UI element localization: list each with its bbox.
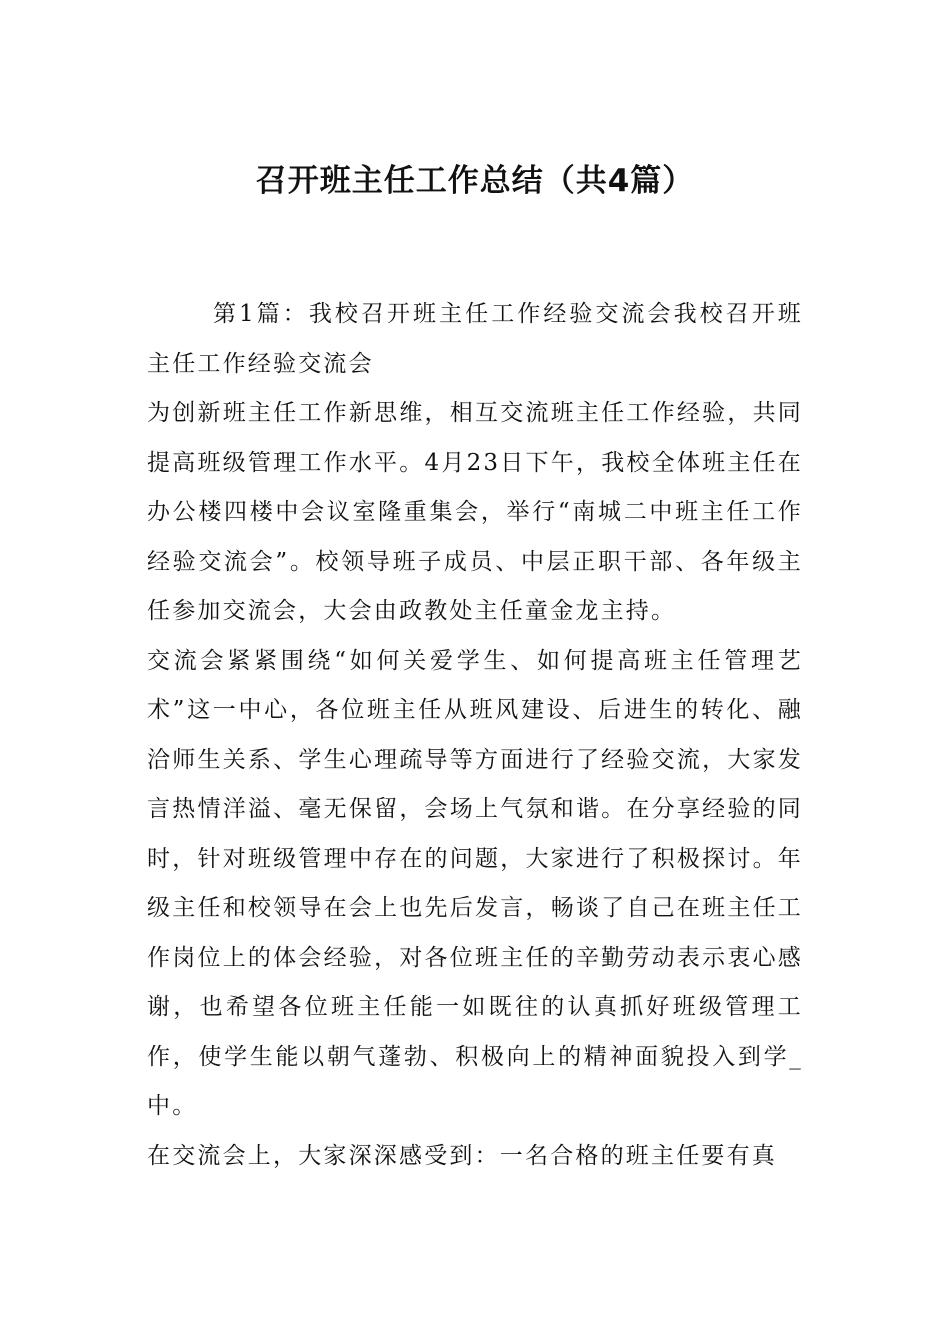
paragraph: 在交流会上，大家深深感受到：一名合格的班主任要有真: [147, 1142, 777, 1169]
document-title: 召开班主任工作总结（共4篇）: [255, 163, 695, 199]
paragraph: 交流会紧紧围绕“如何关爱学生、如何提高班主任管理艺术”这一中心，各位班主任从班风建设、后进生的转化、融洽师生关系、学生心理疏导等方面进行了经验交流，大家发言热情洋溢、毫无保留，会场上气氛和谐。在分享经验的同时，针对班级管理中存在的问题，大家进行了积极探讨。年级主任和校领导在会上也先后发言，畅谈了自己在班主任工作岗位上的体会经验，对各位班主任的辛勤劳动表示衷心感谢，也希望各位班主任能一如既往的认真抓好班级管理工作，使学生能以朝气蓬勃、积极向上的精神面貌投入到学_中。: [147, 647, 803, 1119]
paragraph-section-heading: 第1篇：我校召开班主任工作经验交流会我校召开班主任工作经验交流会: [147, 301, 803, 377]
document-body: [147, 290, 803, 1181]
paragraph: 为创新班主任工作新思维，相互交流班主任工作经验，共同提高班级管理工作水平。4月23日下午，我校全体班主任在办公楼四楼中会议室隆重集会，举行“南城二中班主任工作经验交流会”。校领导班子成员、中层正职干部、各年级主任参加交流会，大会由政教处主任童金龙主持。: [147, 400, 803, 624]
